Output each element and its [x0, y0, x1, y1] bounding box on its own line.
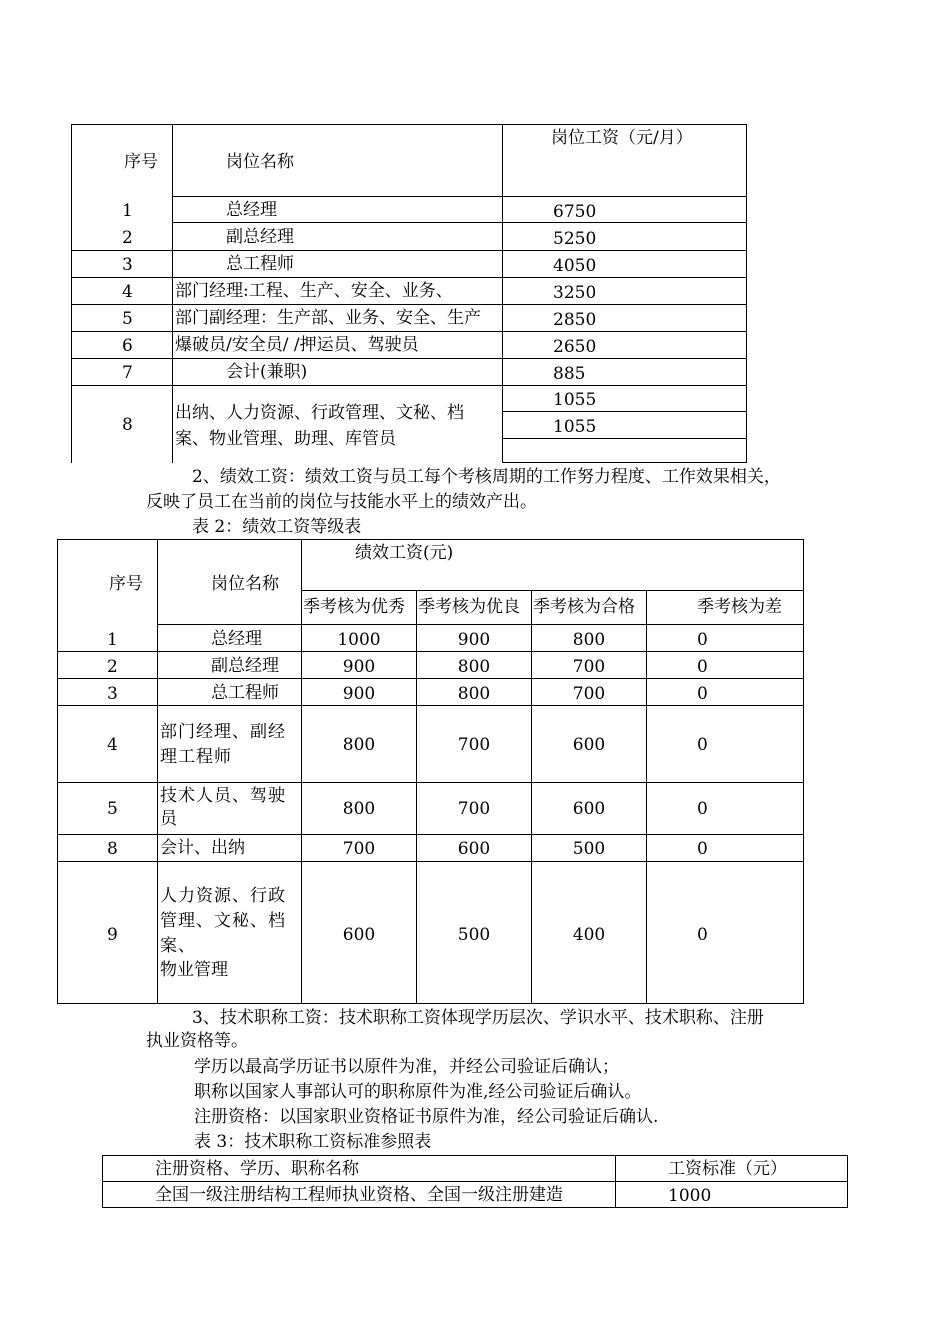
row-seq: 6: [122, 336, 133, 356]
row-name-line1: 出纳、人力资源、行政管理、文秘、档: [175, 403, 464, 423]
row-good: 800: [457, 684, 491, 704]
table2-header-group: 绩效工资(元): [355, 543, 454, 563]
row-poor: 0: [697, 799, 708, 819]
row-seq: 9: [107, 925, 118, 945]
row-name: 技术人员、驾驶员: [160, 786, 286, 829]
row-name: 爆破员/安全员/ /押运员、驾驶员: [175, 335, 419, 355]
row-salary: 2650: [553, 337, 597, 357]
table2-header-seq: 序号: [109, 574, 143, 594]
row-name: 会计、出纳: [160, 838, 245, 858]
row-salary: 6750: [553, 202, 597, 222]
row-seq: 5: [122, 309, 133, 329]
row-seq: 8: [107, 839, 118, 859]
row-poor: 0: [697, 684, 708, 704]
row-seq: 2: [122, 228, 133, 248]
row-name: 部门经理:工程、生产、安全、业务、: [175, 281, 453, 301]
row-salary: 5250: [553, 229, 597, 249]
section2-line1: 2、绩效工资：绩效工资与员工每个考核周期的工作努力程度、工作效果相关，: [192, 467, 781, 487]
row-salary: 1055: [553, 417, 597, 437]
section3-line2: 执业资格等。: [146, 1031, 248, 1051]
row-seq: 8: [122, 415, 133, 435]
row-excellent: 800: [342, 735, 376, 755]
row-standard: 1000: [668, 1186, 712, 1206]
row-seq: 4: [122, 282, 133, 302]
row-seq: 1: [122, 201, 133, 221]
row-poor: 0: [697, 925, 708, 945]
row-name-line2: 案、物业管理、助理、库管员: [175, 429, 396, 449]
row-poor: 0: [697, 839, 708, 859]
table3-header-standard: 工资标准（元）: [668, 1159, 787, 1179]
row-salary: 1055: [553, 390, 597, 410]
row-pass: 400: [572, 925, 606, 945]
row-name: 副总经理: [226, 227, 294, 247]
table1-header-name: 岗位名称: [226, 152, 294, 172]
row-seq: 3: [122, 255, 133, 275]
row-excellent: 1000: [337, 630, 381, 650]
row-name: 总经理: [226, 200, 277, 220]
table3-caption: 表 3：技术职称工资标准参照表: [194, 1132, 432, 1152]
section3-para2: 职称以国家人事部认可的职称原件为准,经公司验证后确认。: [194, 1082, 642, 1102]
table2-header-pass: 季考核为合格: [533, 597, 635, 617]
row-pass: 500: [572, 839, 606, 859]
row-name: 副总经理: [211, 656, 279, 676]
row-excellent: 900: [342, 684, 376, 704]
table1-header-salary: 岗位工资（元/月）: [551, 128, 693, 148]
row-seq: 5: [107, 799, 118, 819]
row-salary: 2850: [553, 310, 597, 330]
row-name: 部门副经理：生产部、业务、安全、生产: [175, 308, 481, 328]
row-good: 800: [457, 657, 491, 677]
table2-caption: 表 2：绩效工资等级表: [192, 517, 362, 537]
row-pass: 600: [572, 799, 606, 819]
row-pass: 700: [572, 684, 606, 704]
section3-line1: 3、技术职称工资：技术职称工资体现学历层次、学识水平、技术职称、注册: [192, 1008, 764, 1028]
row-poor: 0: [697, 630, 708, 650]
row-good: 900: [457, 630, 491, 650]
row-pass: 600: [572, 735, 606, 755]
row-excellent: 700: [342, 839, 376, 859]
row-name: 总经理: [211, 629, 262, 649]
table2-header-poor: 季考核为差: [697, 597, 782, 617]
row-good: 500: [457, 925, 491, 945]
row-name: 总工程师: [226, 254, 294, 274]
table2-header-name: 岗位名称: [211, 574, 279, 594]
row-excellent: 900: [342, 657, 376, 677]
row-seq: 3: [107, 684, 118, 704]
table1-header-seq: 序号: [124, 152, 158, 172]
row-seq: 7: [122, 363, 133, 383]
section3-para3: 注册资格：以国家职业资格证书原件为准，经公司验证后确认.: [194, 1107, 659, 1127]
row-pass: 800: [572, 630, 606, 650]
row-name: 全国一级注册结构工程师执业资格、全国一级注册建造: [155, 1185, 563, 1205]
row-good: 700: [457, 735, 491, 755]
row-pass: 700: [572, 657, 606, 677]
row-name: 会计(兼职): [226, 362, 308, 382]
row-seq: 1: [107, 630, 118, 650]
row-good: 600: [457, 839, 491, 859]
row-excellent: 600: [342, 925, 376, 945]
row-salary: 885: [553, 364, 586, 384]
section3-para1: 学历以最高学历证书以原件为准，并经公司验证后确认；: [194, 1057, 619, 1077]
row-good: 700: [457, 799, 491, 819]
section2-line2: 反映了员工在当前的岗位与技能水平上的绩效产出。: [146, 492, 537, 512]
row-excellent: 800: [342, 799, 376, 819]
row-name: 总工程师: [211, 683, 279, 703]
row-name-line2: 物业管理: [160, 960, 228, 980]
table3-header-name: 注册资格、学历、职称名称: [155, 1159, 359, 1179]
row-name-line1: 人力资源、行政管理、文秘、档案、: [160, 886, 286, 956]
table2-header-excellent: 季考核为优秀: [303, 597, 405, 617]
row-seq: 2: [107, 657, 118, 677]
row-salary: 3250: [553, 283, 597, 303]
row-seq: 4: [107, 735, 118, 755]
table2-header-good: 季考核为优良: [418, 597, 520, 617]
row-salary: 4050: [553, 256, 597, 276]
row-poor: 0: [697, 735, 708, 755]
row-poor: 0: [697, 657, 708, 677]
row-name: 部门经理、副经理工程师: [160, 722, 286, 767]
